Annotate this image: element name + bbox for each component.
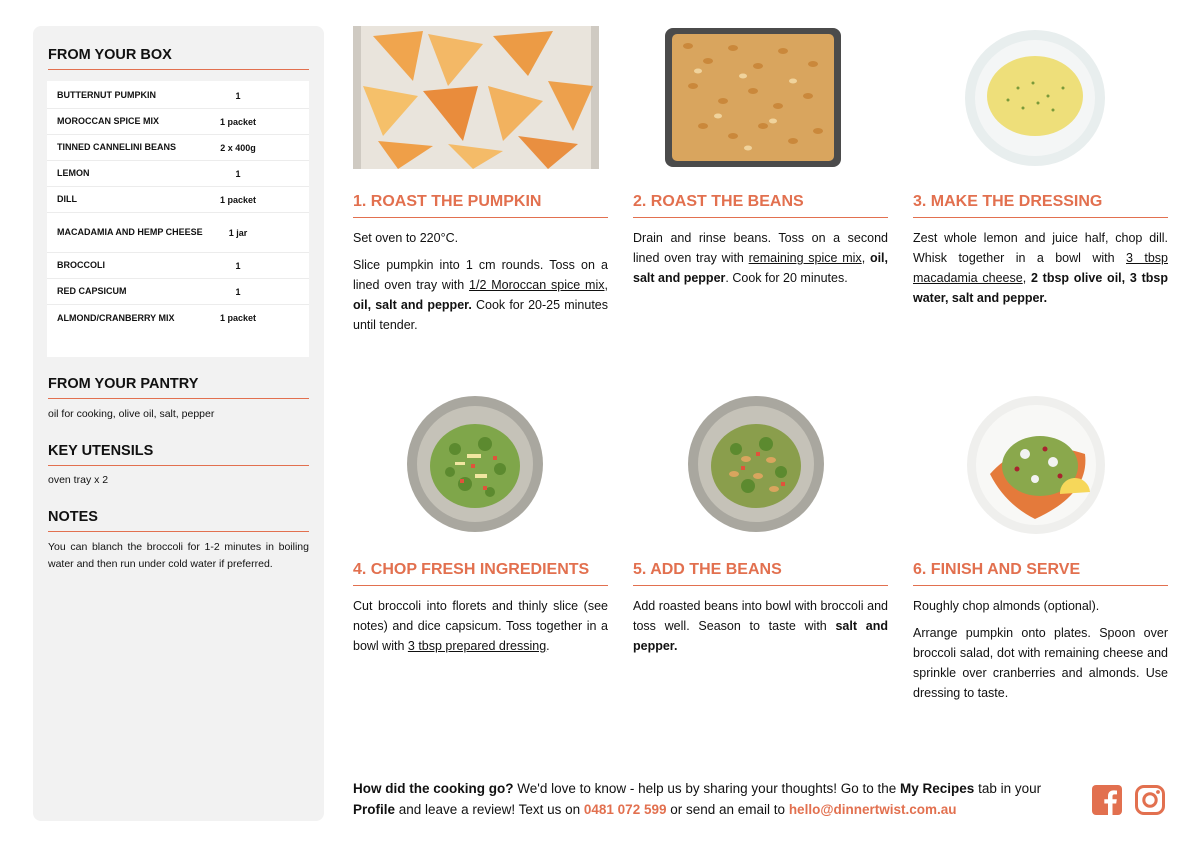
footer-text: and leave a review! Text us on xyxy=(395,802,584,817)
footer-question: How did the cooking go? xyxy=(353,781,514,796)
step-2-ingredient-link: remaining spice mix xyxy=(748,251,862,265)
email-link[interactable]: hello@dinnertwist.com.au xyxy=(788,802,957,817)
step-1-title: 1. ROAST THE PUMPKIN xyxy=(353,193,608,218)
ingredient-qty: 1 xyxy=(235,286,241,297)
ingredient-name: ALMOND/CRANBERRY MIX xyxy=(57,312,175,323)
chopped-broccoli-bowl-photo xyxy=(405,394,545,534)
from-your-box-title: FROM YOUR BOX xyxy=(48,47,309,70)
roast-pumpkin-photo xyxy=(353,26,599,169)
step-2-body xyxy=(633,228,888,295)
step-4-title: 4. CHOP FRESH INGREDIENTS xyxy=(353,561,608,586)
table-row xyxy=(47,109,309,135)
ingredient-name: MACADAMIA AND HEMP CHEESE xyxy=(57,227,203,237)
finished-dish-photo xyxy=(965,394,1107,536)
facebook-icon[interactable] xyxy=(1091,784,1123,816)
step-4-ingredient-link: 3 tbsp prepared dressing xyxy=(407,639,547,653)
footer-text: We'd love to know - help us by sharing your thoughts! Go to the xyxy=(513,781,901,796)
step-1-text-2 xyxy=(353,255,608,335)
step-2-bold-text: oil, salt and pepper xyxy=(633,251,888,285)
step-6-text: Roughly chop almonds (optional). xyxy=(913,599,1100,613)
ingredient-name: TINNED CANNELINI BEANS xyxy=(57,142,177,152)
footer-text: tab in your xyxy=(974,781,1042,796)
ingredients-sidebar xyxy=(33,26,324,821)
table-row xyxy=(47,135,309,161)
step-5-text xyxy=(633,596,888,656)
ingredient-name: BUTTERNUT PUMPKIN xyxy=(57,90,156,100)
step-5-bold-text: salt and pepper. xyxy=(633,619,888,653)
step-1-body xyxy=(353,228,608,342)
roast-beans-photo xyxy=(663,26,843,169)
step-6-title: 6. FINISH AND SERVE xyxy=(913,561,1168,586)
box-ingredients-table xyxy=(47,81,309,357)
utensils-text: oven tray x 2 xyxy=(48,474,109,486)
step-5-body xyxy=(633,596,888,663)
step-2-text-part: , xyxy=(861,251,870,265)
phone-link[interactable]: 0481 072 599 xyxy=(583,802,667,817)
step-4-text-part: Cut broccoli into florets and thinly slice (see notes) and dice capsicum. Toss together in a bowl with xyxy=(353,599,608,653)
step-2-title: 2. ROAST THE BEANS xyxy=(633,193,888,218)
step-2-text xyxy=(633,228,888,288)
ingredient-qty: 1 xyxy=(235,168,241,179)
step-3-body xyxy=(913,228,1168,315)
ingredient-qty: 1 packet xyxy=(219,313,257,323)
step-3-text-part: , xyxy=(1022,271,1031,285)
table-row xyxy=(47,83,309,109)
step-3-title: 3. MAKE THE DRESSING xyxy=(913,193,1168,218)
step-1-bold-text: oil, salt and pepper. xyxy=(353,298,472,312)
step-6-text-2: Arrange pumpkin onto plates. Spoon over broccoli salad, dot with remaining cheese and sprinkle over cranberries and almonds. Use dressing to taste. xyxy=(913,626,1168,700)
ingredient-qty: 1 jar xyxy=(228,227,248,238)
table-row xyxy=(47,187,309,213)
table-row xyxy=(47,253,309,279)
step-3-ingredient-link: 3 tbsp macadamia cheese xyxy=(913,251,1168,285)
step-1-ingredient-link: 1/2 Moroccan spice mix xyxy=(469,278,605,292)
step-3-text-part: Zest whole lemon and juice half, chop dill. Whisk together in a bowl with xyxy=(913,231,1168,265)
table-row xyxy=(47,161,309,187)
feedback-footer xyxy=(353,778,1073,820)
step-1-text-part: , xyxy=(604,278,608,292)
ingredient-name: MOROCCAN SPICE MIX xyxy=(57,116,160,126)
ingredient-name: RED CAPSICUM xyxy=(57,286,127,296)
step-4-body xyxy=(353,596,608,663)
ingredient-name: BROCCOLI xyxy=(57,260,105,270)
step-1-text: Set oven to 220°C. xyxy=(353,231,459,245)
step-4-text-part: . xyxy=(546,639,550,653)
instagram-icon[interactable] xyxy=(1134,784,1166,816)
notes-title: NOTES xyxy=(48,509,309,532)
ingredient-name: DILL xyxy=(57,194,77,204)
table-row xyxy=(47,279,309,305)
ingredient-name: LEMON xyxy=(57,168,90,178)
profile-link[interactable]: Profile xyxy=(353,802,396,817)
ingredient-qty: 1 xyxy=(235,260,241,271)
ingredient-qty: 1 packet xyxy=(219,116,257,127)
notes-text: You can blanch the broccoli for 1-2 minutes in boiling water and then run under cold water if preferred. xyxy=(48,541,309,570)
key-utensils-title: KEY UTENSILS xyxy=(48,443,309,466)
step-3-text xyxy=(913,228,1168,308)
ingredient-qty: 1 xyxy=(235,90,241,101)
footer-text: or send an email to xyxy=(666,802,789,817)
step-1-text-part: Cook for 20-25 minutes until tender. xyxy=(353,298,608,332)
ingredient-qty: 1 packet xyxy=(219,194,257,205)
from-your-pantry-title: FROM YOUR PANTRY xyxy=(48,376,309,399)
step-1-text-part: Slice pumpkin into 1 cm rounds. Toss on a lined oven tray with xyxy=(353,258,608,292)
dressing-bowl-photo xyxy=(963,28,1107,168)
step-2-text-part: . Cook for 20 minutes. xyxy=(725,271,848,285)
table-row xyxy=(47,213,309,253)
table-row xyxy=(47,305,309,331)
pantry-text: oil for cooking, olive oil, salt, pepper xyxy=(48,408,215,420)
broccoli-beans-bowl-photo xyxy=(686,394,826,534)
step-5-title: 5. ADD THE BEANS xyxy=(633,561,888,586)
step-3-bold-text: 2 tbsp olive oil, 3 tbsp water, salt and pepper. xyxy=(913,271,1168,305)
step-6-body xyxy=(913,596,1168,710)
step-2-text-part: Drain and rinse beans. Toss on a second lined oven tray with xyxy=(633,231,888,265)
step-5-text-part: Add roasted beans into bowl with broccoli and toss well. Season to taste with xyxy=(633,599,888,633)
ingredient-qty: 2 x 400g xyxy=(220,142,256,153)
step-4-text xyxy=(353,596,608,656)
my-recipes-link[interactable]: My Recipes xyxy=(900,781,975,796)
